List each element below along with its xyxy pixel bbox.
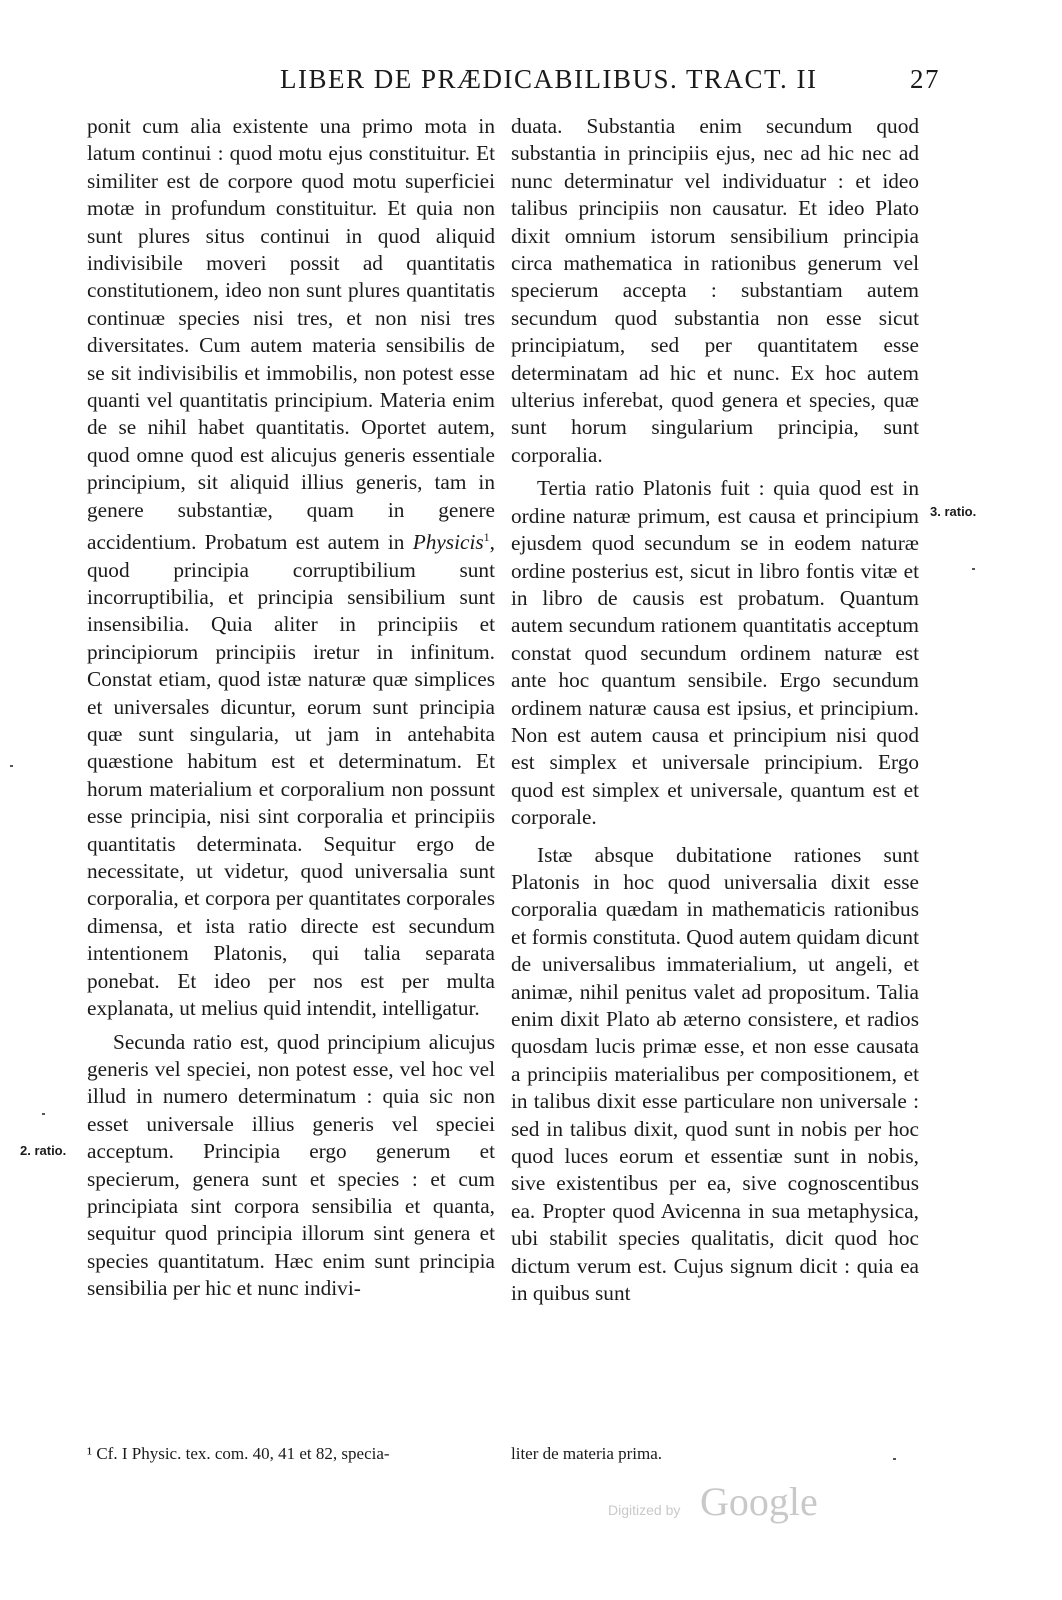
footnote-left: ¹ Cf. I Physic. tex. com. 40, 41 et 82, specia- (87, 1444, 390, 1463)
left-p1-rest: , quod principia corruptibilium sunt incorruptibilia, et principia sensibilium sunt insensibilia. Quia aliter in principiis et principiorum principiis iretur in infinitum. Constat etiam, quod istæ naturæ quæ simplices et universales dicuntur, eorum sunt principia quæ sunt singularia, ut jam in antehabita quæstione habitum est et determinatum. Et horum materialium et corporalium non possunt esse principia, nisi sint corporalia et principiis quantitatis determinata. Sequitur ergo de necessitate, ut videtur, quod universalia sunt corporalia, et corpora per quantitates corporales dimensa, et ista ratio directe est secundum intentionem Platonis, qui talia separata ponebat. Et ideo per nos est per multa explanata, ut melius quid intendit, intelligatur. (87, 530, 495, 1021)
footnote-right: liter de materia prima. (511, 1444, 663, 1463)
margin-note-second-ratio: 2. ratio. (20, 1143, 67, 1158)
scan-speck (893, 1458, 896, 1460)
digitized-by-label: Digitized by (608, 1502, 681, 1518)
google-logo: Google (700, 1479, 818, 1524)
digitized-watermark (608, 1478, 838, 1528)
scan-speck (42, 1113, 45, 1115)
page-number: 27 (910, 64, 940, 94)
physicis-reference: Physicis (412, 530, 484, 555)
right-paragraph-2: Tertia ratio Platonis fuit : quia quod est in ordine naturæ primum, est causa et principium ejusdem quod secundum se in eodem naturæ ordine posterius est, sicut in libro fontis vitæ et in libro de causis est probatum. Quantum autem secundum rationem quantitatis acceptum constat quod secundum ordinem naturæ est ante hoc quantum sensibile. Ergo secundum ordinem naturæ causa est ipsius, et principium. Non est autem causa et principium nisi quod est simplex et universale principium. Ergo quod est simplex et universale, quantum est et corporale. (511, 476, 919, 830)
running-header (280, 58, 940, 98)
scan-speck (972, 568, 975, 570)
left-column (87, 113, 495, 1443)
left-paragraph-2: Secunda ratio est, quod principium alicujus generis vel speciei, non potest esse, vel hoc vel illud in numero determinatum : quia sic non esset universale illius generis vel speciei acceptum. Principia ergo generum et specierum, genera sunt et species : et cum principiata sint corpora sensibilia et quanta, sequitur quod principia illorum sint genera et species quantitatum. Hæc enim sunt principia sensibilia per hic et nunc indivi- (87, 1029, 495, 1301)
scan-speck (10, 765, 13, 767)
right-column (511, 113, 919, 1443)
right-paragraph-3: Istæ absque dubitatione rationes sunt Platonis in hoc quod universalia dixit esse corporalia quædam in mathematicis rationibus et formis constituta. Quod autem quidam dicunt de universalibus immaterialium, ut angeli, et animæ, nihil penitus valet ad propositum. Talia enim dixit Plato ab æterno consistere, et radios quosdam lucis primæ esse, et non esse causata a principiis materialibus per compositionem, et in talibus dixit esse particulare non universale : sed in talibus dixit, quod sunt in nobis per hoc quod luces eorum et essentiæ sunt in nobis, sive existentibus per ea, sive cognoscentibus ea. Propter quod Avicenna in sua metaphysica, ubi stabilit species qualitatis, dicit quod hoc dictum verum est. Cujus signum dicit : quia ea in quibus sunt (511, 842, 919, 1306)
left-p1-text: ponit cum alia existente una primo mota in latum continui : quod motu ejus constituitur. Et similiter est de corpore quod motu superficiei motæ in profundum constituitur. Et quia non sunt plures situs continui in quod aliquid indivisibile moveri possit ad quantitatis constitutionem, ideo non sunt plures quantitatis continuæ species nisi tres, et non nisi tres diversitates. Cum autem materia sensibilis de se sit indivisibilis et immobilis, non potest esse quanti vel quantitatis principium. Materia enim de se nihil habet quantitatis. Oportet autem, quod omne quod est alicujus generis essentiale principium, sit aliquid illius generis, tam in genere substantiæ, quam in genere accidentium. Probatum est autem in (87, 114, 495, 555)
margin-note-third-ratio: 3. ratio. (930, 504, 977, 519)
running-title: LIBER DE PRÆDICABILIBUS. TRACT. II (280, 64, 818, 94)
right-paragraph-1: duata. Substantia enim secundum quod substantia in principiis ejus, nec ad hic nec ad nunc determinatur vel individuatur : et ideo talibus principiis non causatur. Et ideo Plato dixit omnium istorum sensibilium principia circa mathematica in rationibus generum vel specierum accepta : substantiam autem secundum quod substantia non esse sicut principiatum, sed per quantitatem esse determinatam ad hic et nunc. Ex hoc autem ulterius inferebat, quod genera et species, quæ sunt horum singularium principia, sunt corporalia. (511, 114, 919, 467)
left-paragraph-1 (87, 113, 495, 1023)
footnote-marker: 1 (483, 530, 490, 545)
